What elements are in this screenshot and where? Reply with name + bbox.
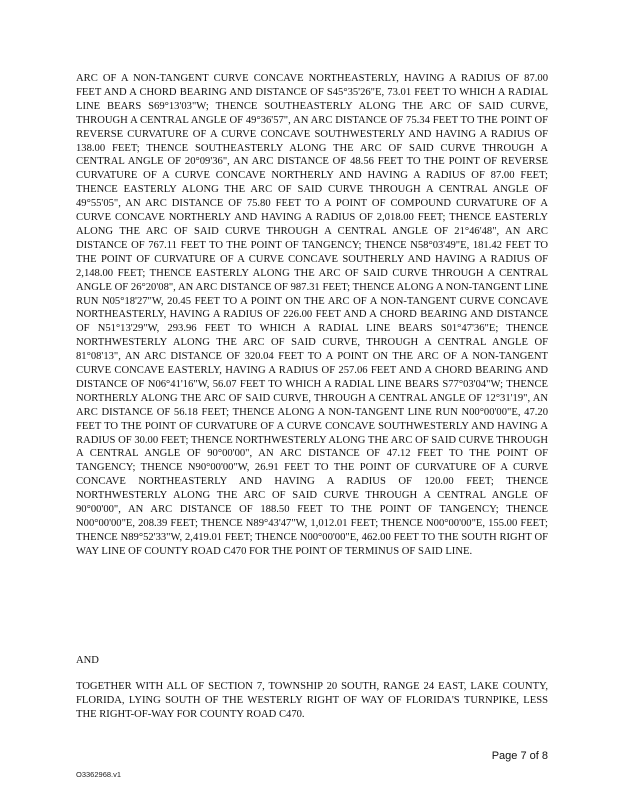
legal-description-paragraph: ARC OF A NON-TANGENT CURVE CONCAVE NORTHEASTERLY, HAVING A RADIUS OF 87.00 FEET AND A CHORD BEARING AND DISTANCE OF S45°35'26"E, 73.01 FEET TO WHICH A RADIAL LINE BEARS S69°13'03"W; THENCE SOUTHEASTERLY ALONG THE ARC OF SAID CURVE, THROUGH A CENTRAL ANGLE OF 49°36'57", AN ARC DISTANCE OF 75.34 FEET TO THE POINT OF REVERSE CURVATURE OF A CURVE CONCAVE SOUTHWESTERLY AND HAVING A RADIUS OF 138.00 FEET; THENCE SOUTHEASTERLY ALONG THE ARC OF SAID CURVE THROUGH A CENTRAL ANGLE OF 20°09'36", AN ARC DISTANCE OF 48.56 FEET TO THE POINT OF REVERSE CURVATURE OF A CURVE CONCAVE NORTHERLY AND HAVING A RADIUS OF 87.00 FEET; THENCE EASTERLY ALONG THE ARC OF SAID CURVE THROUGH A CENTRAL ANGLE OF 49°55'05", AN ARC DISTANCE OF 75.80 FEET TO A POINT OF COMPOUND CURVATURE OF A CURVE CONCAVE NORTHERLY AND HAVING A RADIUS OF 2,018.00 FEET; THENCE EASTERLY ALONG THE ARC OF SAID CURVE THROUGH A CENTRAL ANGLE OF 21°46'48", AN ARC DISTANCE OF 767.11 FEET TO THE POINT OF TANGENCY; THENCE N58°03'49"E, 181.42 FEET TO THE POINT OF CURVATURE OF A CURVE CONCAVE SOUTHERLY AND HAVING A RADIUS OF 2,148.00 FEET; THENCE EASTERLY ALONG THE ARC OF SAID CURVE THROUGH A CENTRAL ANGLE OF 26°20'08", AN ARC DISTANCE OF 987.31 FEET; THENCE ALONG A NON-TANGENT LINE RUN N05°18'27"W, 20.45 FEET TO A POINT ON THE ARC OF A NON-TANGENT CURVE CONCAVE NORTHEASTERLY, HAVING A RADIUS OF 226.00 FEET AND A CHORD BEARING AND DISTANCE OF N51°13'29"W, 293.96 FEET TO WHICH A RADIAL LINE BEARS S01°47'36"E; THENCE NORTHWESTERLY ALONG THE ARC OF SAID CURVE, THROUGH A CENTRAL ANGLE OF 81°08'13", AN ARC DISTANCE OF 320.04 FEET TO A POINT ON THE ARC OF A NON-TANGENT CURVE CONCAVE EASTERLY, HAVING A RADIUS OF 257.06 FEET AND A CHORD BEARING AND DISTANCE OF N06°41'16"W, 56.07 FEET TO WHICH A RADIAL LINE BEARS S77°03'04"W; THENCE NORTHERLY ALONG THE ARC OF SAID CURVE, THROUGH A CENTRAL ANGLE OF 12°31'19", AN ARC DISTANCE OF 56.18 FEET; THENCE ALONG A NON-TANGENT LINE RUN N00°00'00"E, 47.20 FEET TO THE POINT OF CURVATURE OF A CURVE CONCAVE SOUTHWESTERLY AND HAVING A RADIUS OF 30.00 FEET; THENCE NORTHWESTERLY ALONG THE ARC OF SAID CURVE THROUGH A CENTRAL ANGLE OF 90°00'00", AN ARC DISTANCE OF 47.12 FEET TO THE POINT OF TANGENCY; THENCE N90°00'00"W, 26.91 FEET TO THE POINT OF CURVATURE OF A CURVE CONCAVE NORTHEASTERLY AND HAVING A RADIUS OF 120.00 FEET; THENCE NORTHWESTERLY ALONG THE ARC OF SAID CURVE THROUGH A CENTRAL ANGLE OF 90°00'00", AN ARC DISTANCE OF 188.50 FEET TO THE POINT OF TANGENCY; THENCE N00°00'00"E, 208.39 FEET; THENCE N89°43'47"W, 1,012.01 FEET; THENCE N00°00'00"E, 155.00 FEET; THENCE N89°52'33"W, 2,419.01 FEET; THENCE N00°00'00"E, 462.00 FEET TO THE SOUTH RIGHT OF WAY LINE OF COUNTY ROAD C470 FOR THE POINT OF TERMINUS OF SAID LINE. (76, 73, 548, 557)
conjunction-paragraph: AND (76, 655, 99, 666)
page-number: Page 7 of 8 (491, 750, 548, 762)
section-description-paragraph: TOGETHER WITH ALL OF SECTION 7, TOWNSHIP 20 SOUTH, RANGE 24 EAST, LAKE COUNTY, FLORIDA, LYING SOUTH OF THE WESTERLY RIGHT OF WAY OF FLORIDA'S TURNPIKE, LESS THE RIGHT-OF-WAY FOR COUNTY ROAD C470. (76, 681, 548, 720)
document-id: O3362968.v1 (76, 770, 122, 779)
